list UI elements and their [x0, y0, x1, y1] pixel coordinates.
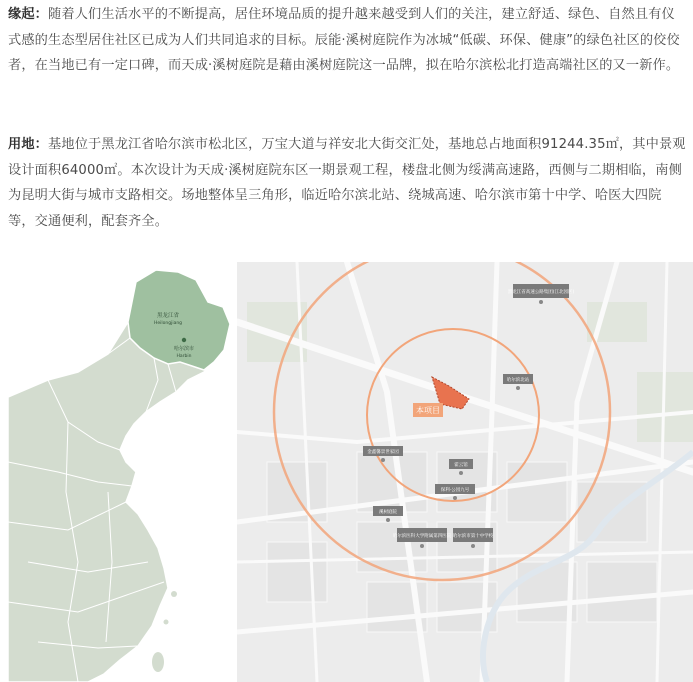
project-label: 本项目 [416, 406, 440, 415]
site-label: 用地： [8, 137, 49, 152]
site-location-map [237, 262, 693, 682]
poi-label: 霍云馆 [454, 463, 468, 468]
poi-label: 哈尔滨医科大学附属第四医院 [392, 534, 452, 539]
city-name-cn: 哈尔滨市 [173, 346, 195, 352]
province-name-en: Heilongjiang [153, 321, 183, 326]
poi-label: 保利·公园九号 [440, 488, 470, 493]
origin-label: 缘起： [8, 7, 49, 22]
poi-label: 金鑫馨景世家园 [367, 450, 399, 455]
poi-label: 溪树庭院 [379, 510, 397, 515]
harbin-marker [182, 338, 186, 342]
site-paragraph [8, 132, 688, 234]
poi-label: 黑龙江省高速公路集团(江北园区) [507, 290, 575, 295]
site-text: 基地位于黑龙江省哈尔滨市松北区，万宝大道与祥安北大街交汇处，基地总占地面积91244.35㎡，其中景观设计面积64000㎡。本次设计为天成·溪树庭院东区一期景观工程，楼盘北侧为绥满高速路，西侧与二期相临，南侧为昆明大街与城市支路相交。场地整体呈三角形，临近哈尔滨北站、绕城高速、哈尔滨市第十中学、哈医大四院等，交通便利，配套齐全。 [8, 137, 686, 229]
poi-label: 哈尔滨北站 [506, 378, 530, 383]
province-name-cn: 黑龙江省 [156, 313, 180, 319]
origin-text: 随着人们生活水平的不断提高，居住环境品质的提升越来越受到人们的关注，建立舒适、绿色、自然且有仪式感的生态型居住社区已成为人们共同追求的目标。辰能·溪树庭院作为冰城“低碳、环保、健康”的绿色社区的佼佼者，在当地已有一定口碑，而天成·溪树庭院是藉由溪树庭院这一品牌，拟在哈尔滨松北打造高端社区的又一新作。 [8, 7, 680, 73]
origin-paragraph [8, 2, 688, 79]
poi-label: 哈尔滨市第十中学校 [452, 534, 494, 539]
region-location-map [8, 262, 234, 682]
city-name-en: Harbin [176, 354, 192, 359]
